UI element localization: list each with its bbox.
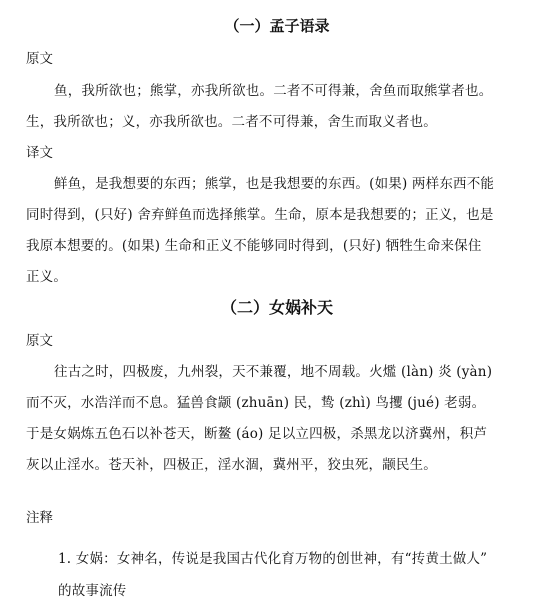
- section1-title: （一）孟子语录: [224, 17, 330, 35]
- section1-translation-line-1: 鲜鱼，是我想要的东西；熊掌，也是我想要的东西。(如果) 两样东西不能: [54, 176, 495, 192]
- section1-translation-line-2: 同时得到，(只好) 舍弃鲜鱼而选择熊掌。生命，原本是我想要的；正义，也是: [26, 207, 494, 223]
- section1-translation-label: 译文: [26, 145, 53, 161]
- section2-note-line-1: 1. 女娲：女神名，传说是我国古代化育万物的创世神，有“抟黄土做人”: [58, 551, 488, 567]
- section2-original-line-4: 灰以止淫水。苍天补，四极正，淫水涸，冀州平，狡虫死，颛民生。: [26, 457, 437, 473]
- section1-translation-line-3: 我原本想要的。(如果) 生命和正义不能够同时得到，(只好) 牺牲生命来保住: [26, 238, 482, 254]
- section2-original-line-2: 而不灭，水浩洋而不息。猛兽食颛 (zhuān) 民，鸷 (zhì) 鸟攫 (jué) 老弱。: [26, 395, 486, 411]
- section2-notes-label: 注释: [26, 510, 53, 526]
- section1-original-label: 原文: [26, 51, 53, 67]
- section1-translation-line-4: 正义。: [26, 269, 68, 285]
- section2-original-label: 原文: [26, 333, 53, 349]
- section2-original-line-3: 于是女娲炼五色石以补苍天，断鳌 (áo) 足以立四极，杀黑龙以济冀州，积芦: [26, 426, 488, 442]
- section2-note-line-2: 的故事流传: [58, 583, 127, 599]
- section2-title: （二）女娲补天: [220, 298, 333, 317]
- section1-original-line-1: 鱼，我所欲也；熊掌，亦我所欲也。二者不可得兼，舍鱼而取熊掌者也。: [54, 83, 493, 99]
- section2-original-line-1: 往古之时，四极废，九州裂，天不兼覆，地不周载。火爁 (làn) 炎 (yàn): [54, 364, 493, 380]
- section1-original-line-2: 生，我所欲也；义，亦我所欲也。二者不可得兼，舍生而取义者也。: [26, 114, 437, 130]
